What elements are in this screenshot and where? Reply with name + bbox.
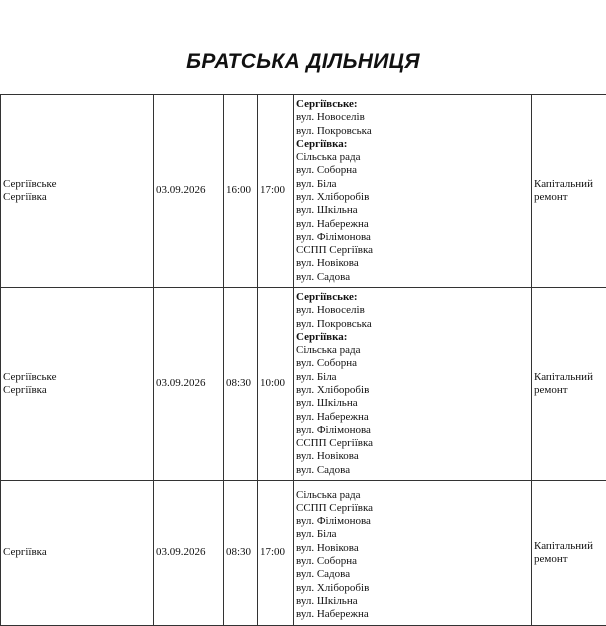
address-line: ССПП Сергіївка: [296, 502, 529, 515]
settlement-heading: Сергіївське:: [296, 291, 529, 304]
addresses-cell: [294, 481, 532, 626]
work-type-cell: [532, 288, 606, 481]
address-line: вул. Садова: [296, 271, 529, 284]
address-line: вул. Набережна: [296, 411, 529, 424]
outage-schedule-table: [0, 94, 606, 626]
address-line: вул. Садова: [296, 464, 529, 477]
table-row: [1, 481, 606, 626]
address-line: вул. Соборна: [296, 357, 529, 370]
address-line: вул. Біла: [296, 371, 529, 384]
address-line: вул. Покровська: [296, 318, 529, 331]
addresses-cell: [294, 288, 532, 481]
address-line: вул. Соборна: [296, 555, 529, 568]
locality-cell: [1, 288, 154, 481]
date-cell: 03.09.2026: [154, 288, 224, 481]
address-line: вул. Біла: [296, 178, 529, 191]
date-cell: 03.09.2026: [154, 95, 224, 288]
address-line: вул. Шкільна: [296, 595, 529, 608]
locality-line: Сергіївське: [3, 178, 151, 191]
address-line: вул. Новоселів: [296, 304, 529, 317]
locality-cell: [1, 95, 154, 288]
work-type-line: ремонт: [534, 191, 604, 204]
locality-line: Сергіївка: [3, 546, 151, 559]
work-type-line: Капітальний: [534, 178, 604, 191]
page-title: БРАТСЬКА ДІЛЬНИЦЯ: [0, 50, 606, 74]
address-line: ССПП Сергіївка: [296, 437, 529, 450]
locality-line: Сергіївка: [3, 191, 151, 204]
work-type-line: ремонт: [534, 384, 604, 397]
address-line: вул. Хліборобів: [296, 191, 529, 204]
address-line: вул. Філімонова: [296, 424, 529, 437]
end-time-cell: 10:00: [258, 288, 294, 481]
address-line: вул. Новікова: [296, 450, 529, 463]
address-line: вул. Філімонова: [296, 515, 529, 528]
address-line: вул. Садова: [296, 568, 529, 581]
address-line: вул. Набережна: [296, 608, 529, 621]
address-line: вул. Хліборобів: [296, 582, 529, 595]
address-line: вул. Хліборобів: [296, 384, 529, 397]
work-type-cell: [532, 481, 606, 626]
settlement-heading: Сергіївське:: [296, 98, 529, 111]
address-line: вул. Новікова: [296, 542, 529, 555]
locality-line: Сергіївка: [3, 384, 151, 397]
address-line: ССПП Сергіївка: [296, 244, 529, 257]
address-line: вул. Покровська: [296, 125, 529, 138]
work-type-line: ремонт: [534, 553, 604, 566]
addresses-cell: [294, 95, 532, 288]
locality-cell: [1, 481, 154, 626]
address-line: вул. Новікова: [296, 257, 529, 270]
address-line: вул. Філімонова: [296, 231, 529, 244]
address-line: вул. Шкільна: [296, 397, 529, 410]
address-line: вул. Біла: [296, 528, 529, 541]
table-row: [1, 95, 606, 288]
work-type-line: Капітальний: [534, 371, 604, 384]
address-line: Сільська рада: [296, 151, 529, 164]
work-type-cell: [532, 95, 606, 288]
start-time-cell: 08:30: [224, 481, 258, 626]
work-type-line: Капітальний: [534, 540, 604, 553]
end-time-cell: 17:00: [258, 95, 294, 288]
address-line: Сільська рада: [296, 344, 529, 357]
address-line: вул. Шкільна: [296, 204, 529, 217]
start-time-cell: 16:00: [224, 95, 258, 288]
end-time-cell: 17:00: [258, 481, 294, 626]
start-time-cell: 08:30: [224, 288, 258, 481]
address-line: вул. Соборна: [296, 164, 529, 177]
settlement-heading: Сергіївка:: [296, 138, 529, 151]
address-line: вул. Новоселів: [296, 111, 529, 124]
locality-line: Сергіївське: [3, 371, 151, 384]
table-row: [1, 288, 606, 481]
settlement-heading: Сергіївка:: [296, 331, 529, 344]
date-cell: 03.09.2026: [154, 481, 224, 626]
address-line: Сільська рада: [296, 489, 529, 502]
address-line: вул. Набережна: [296, 218, 529, 231]
